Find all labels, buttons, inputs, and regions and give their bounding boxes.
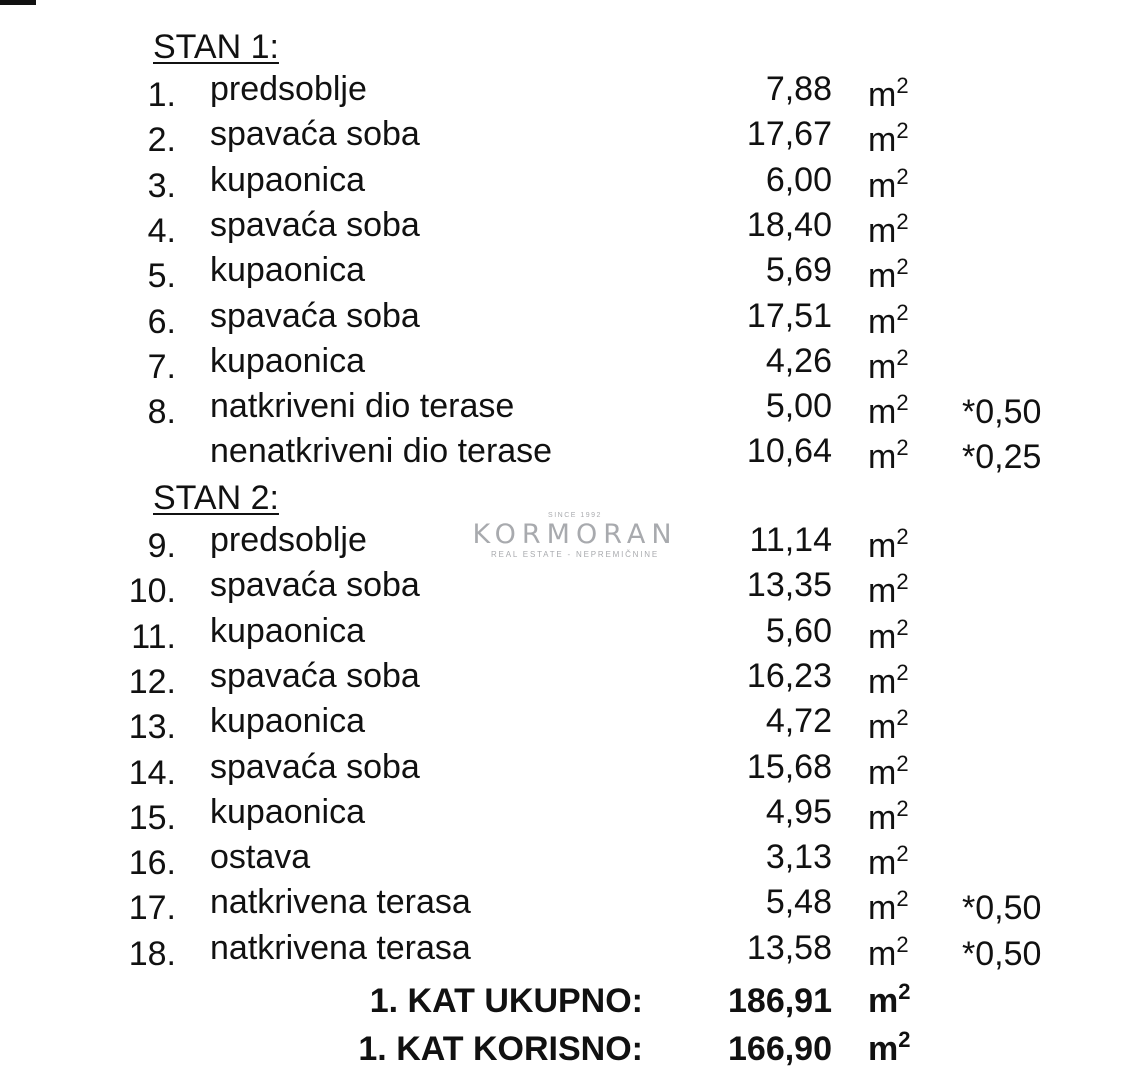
unit-exponent: 2 — [896, 841, 909, 867]
total-label: 1. KAT UKUPNO: — [369, 982, 643, 1020]
area-unit — [868, 163, 909, 206]
room-area: 15,68 — [746, 747, 832, 786]
area-unit — [868, 795, 909, 838]
room-row — [0, 702, 1148, 746]
unit-exponent: 2 — [896, 750, 909, 776]
room-area: 7,88 — [765, 70, 832, 108]
room-area: 13,58 — [746, 928, 832, 967]
unit-base: m — [868, 798, 897, 837]
area-unit — [868, 705, 909, 747]
room-name: kupaonica — [210, 160, 366, 199]
room-row — [0, 432, 1148, 476]
room-name: nenatkriveni dio terase — [210, 432, 553, 471]
watermark-name: KORMORAN — [472, 519, 678, 550]
area-unit — [868, 208, 909, 251]
unit-exponent: 2 — [896, 795, 909, 821]
unit-exponent: 2 — [896, 569, 909, 595]
area-factor: *0,50 — [962, 393, 1042, 432]
room-area: 11,14 — [749, 521, 832, 559]
room-name: natkrivena terasa — [210, 928, 471, 967]
room-name: spavaća soba — [210, 747, 420, 786]
room-name: kupaonica — [210, 341, 366, 380]
room-area: 10,64 — [746, 432, 832, 471]
total-row — [0, 979, 1148, 1028]
area-unit — [868, 979, 911, 1021]
room-number: 2. — [147, 121, 176, 160]
unit-exponent: 2 — [896, 435, 909, 461]
unit-base: m — [868, 211, 897, 250]
area-unit — [868, 118, 909, 160]
room-row — [0, 838, 1148, 882]
room-name: spavaća soba — [210, 205, 420, 244]
room-row — [0, 206, 1148, 250]
room-number: 6. — [147, 302, 176, 341]
room-name: ostava — [210, 838, 311, 877]
room-area: 6,00 — [765, 160, 832, 199]
unit-base: m — [868, 121, 897, 160]
unit-exponent: 2 — [896, 73, 909, 98]
room-number: 17. — [128, 889, 176, 928]
unit-base: m — [868, 982, 899, 1020]
unit-exponent: 2 — [896, 659, 909, 685]
room-number: 9. — [147, 527, 176, 565]
total-label: 1. KAT KORISNO: — [358, 1030, 643, 1068]
room-name: spavaća soba — [210, 566, 420, 605]
room-row — [0, 342, 1148, 386]
room-name: predsoblje — [210, 70, 367, 108]
room-area: 3,13 — [765, 838, 832, 877]
unit-base: m — [868, 1030, 899, 1068]
area-unit — [868, 435, 909, 477]
unit-base: m — [868, 617, 897, 656]
room-row — [0, 883, 1148, 927]
room-number: 4. — [147, 211, 176, 250]
room-area: 5,60 — [765, 611, 832, 650]
room-number: 8. — [147, 393, 176, 432]
area-unit — [868, 1027, 911, 1069]
room-row — [0, 657, 1148, 701]
unit-exponent: 2 — [896, 299, 909, 325]
unit-base: m — [868, 889, 897, 928]
room-number: 15. — [128, 798, 176, 837]
unit-exponent: 2 — [896, 208, 909, 234]
unit-exponent: 2 — [896, 614, 909, 640]
room-number: 13. — [128, 708, 176, 747]
area-factor: *0,25 — [962, 438, 1042, 477]
room-number: 16. — [128, 844, 176, 883]
unit-exponent: 2 — [896, 344, 909, 370]
room-area: 13,35 — [746, 566, 832, 605]
room-number: 12. — [128, 662, 176, 701]
area-unit — [868, 569, 909, 611]
room-row — [0, 115, 1148, 159]
room-number: 10. — [128, 572, 176, 611]
area-unit — [868, 524, 909, 566]
room-name: natkriveni dio terase — [210, 387, 515, 426]
corner-mark — [0, 0, 36, 5]
room-area: 18,40 — [746, 205, 832, 244]
unit-base: m — [868, 527, 897, 565]
room-row — [0, 929, 1148, 973]
room-area: 4,95 — [765, 792, 832, 831]
room-name: spavaća soba — [210, 656, 420, 695]
area-unit — [868, 886, 909, 928]
room-row — [0, 161, 1148, 205]
area-factor: *0,50 — [962, 889, 1042, 928]
unit-base: m — [868, 347, 897, 386]
section-title: STAN 2: — [153, 479, 279, 517]
room-area: 4,72 — [765, 702, 832, 741]
room-row — [0, 612, 1148, 656]
unit-exponent: 2 — [898, 1027, 911, 1052]
room-name: kupaonica — [210, 792, 366, 831]
area-unit — [868, 659, 909, 702]
room-row — [0, 297, 1148, 341]
room-number: 1. — [147, 76, 176, 114]
unit-exponent: 2 — [896, 705, 909, 731]
watermark-subtitle: REAL ESTATE - NEPREMIČNINE — [490, 550, 659, 559]
area-unit — [868, 299, 909, 342]
watermark-since: SINCE 1992 — [548, 512, 602, 519]
area-unit — [868, 841, 909, 883]
room-row — [0, 70, 1148, 114]
unit-base: m — [868, 393, 897, 432]
room-number: 11. — [131, 617, 176, 656]
room-number: 3. — [147, 166, 176, 205]
unit-base: m — [868, 708, 897, 747]
room-name: spavaća soba — [210, 296, 420, 335]
room-number: 7. — [147, 347, 176, 386]
room-number: 14. — [128, 753, 176, 792]
room-name: kupaonica — [210, 611, 366, 650]
unit-exponent: 2 — [896, 931, 909, 957]
unit-exponent: 2 — [896, 524, 909, 549]
unit-base: m — [868, 844, 897, 883]
section-title: STAN 1: — [153, 28, 279, 66]
area-unit — [868, 73, 909, 115]
room-name: kupaonica — [210, 251, 366, 290]
room-name: kupaonica — [210, 702, 366, 741]
room-row — [0, 793, 1148, 837]
unit-base: m — [868, 438, 897, 477]
unit-base: m — [868, 166, 897, 205]
unit-base: m — [868, 662, 897, 701]
unit-exponent: 2 — [898, 979, 911, 1004]
room-row — [0, 387, 1148, 431]
area-factor: *0,50 — [962, 934, 1042, 973]
area-unit — [868, 614, 909, 657]
room-name: predsoblje — [210, 521, 367, 559]
unit-base: m — [868, 257, 897, 296]
room-number: 5. — [147, 257, 176, 296]
room-area: 5,48 — [765, 883, 832, 922]
unit-base: m — [868, 302, 897, 341]
room-number: 18. — [128, 934, 176, 973]
room-row — [0, 748, 1148, 792]
room-area: 17,67 — [746, 115, 832, 154]
area-unit — [868, 931, 909, 974]
area-unit — [868, 254, 909, 296]
kormoran-watermark-logo — [462, 512, 688, 560]
total-area: 166,90 — [728, 1030, 832, 1068]
unit-base: m — [868, 753, 897, 792]
unit-exponent: 2 — [896, 163, 909, 189]
room-name: spavaća soba — [210, 115, 420, 154]
area-unit — [868, 344, 909, 387]
area-unit — [868, 750, 909, 793]
room-area: 5,69 — [765, 251, 832, 290]
unit-exponent: 2 — [896, 886, 909, 912]
unit-exponent: 2 — [896, 118, 909, 144]
unit-base: m — [868, 76, 897, 114]
area-unit — [868, 390, 909, 432]
total-row — [0, 1027, 1148, 1076]
unit-exponent: 2 — [896, 254, 909, 280]
room-area: 17,51 — [746, 296, 832, 335]
room-name: natkrivena terasa — [210, 883, 471, 922]
unit-base: m — [868, 934, 897, 973]
room-area: 4,26 — [765, 341, 832, 380]
room-area: 16,23 — [746, 656, 832, 695]
room-area: 5,00 — [765, 387, 832, 426]
room-row — [0, 566, 1148, 610]
room-row — [0, 251, 1148, 295]
total-area: 186,91 — [728, 982, 832, 1020]
unit-exponent: 2 — [896, 390, 909, 416]
unit-base: m — [868, 572, 897, 611]
